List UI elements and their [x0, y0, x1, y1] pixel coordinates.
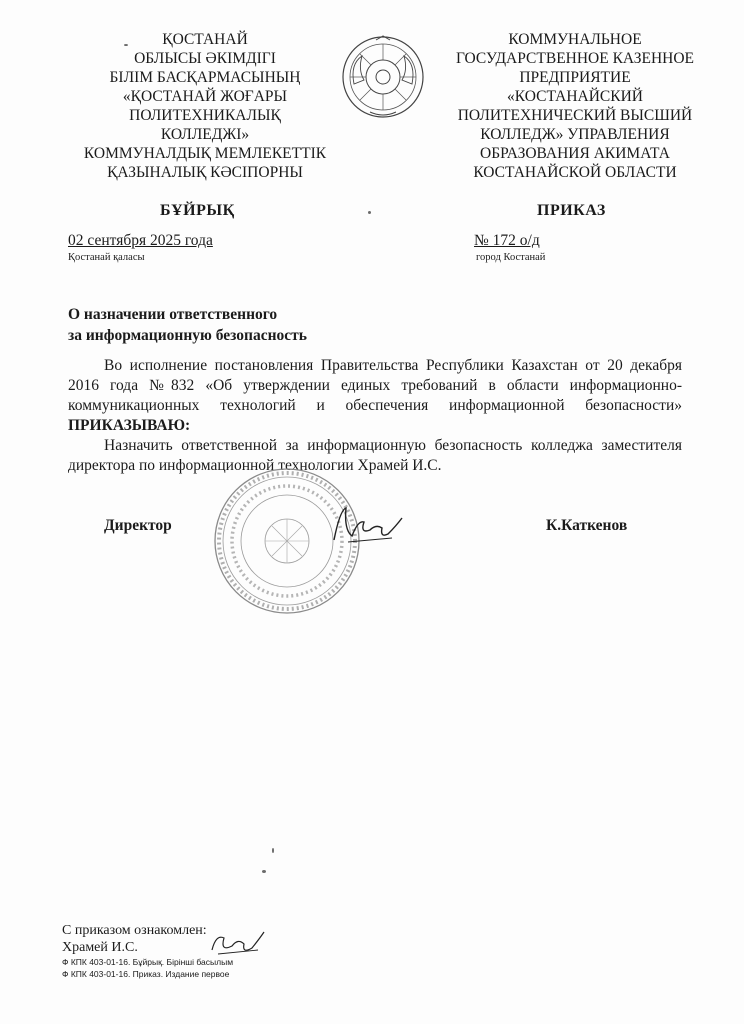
header-ru-line: ОБРАЗОВАНИЯ АКИМАТА: [480, 145, 670, 162]
header-kz-line: ҚОСТАНАЙ: [162, 31, 248, 48]
city-ru: город Костанай: [476, 252, 546, 263]
scan-speck: [124, 44, 128, 46]
header-kz: [60, 30, 350, 182]
header-ru-line: ПОЛИТЕХНИЧЕСКИЙ ВЫСШИЙ: [457, 107, 693, 124]
scan-speck: [272, 848, 274, 853]
body-paragraph: Назначить ответственной за информационную безопасность колледжа заместителя директора по информационной технологии Храмей И.С.: [68, 437, 682, 474]
header-kz-line: КОММУНАЛДЫҚ МЕМЛЕКЕТТІК: [83, 145, 327, 162]
director-signature: [330, 500, 410, 550]
body-text: Во исполнение постановления Правительства Республики Казахстан от 20 декабря 2016 года №832 «Об утверждении единых требований в области информационно-коммуникационных технологий и обеспечения информационной безопасности»: [68, 357, 682, 414]
header-kz-line: ҚАЗЫНАЛЫҚ КӘСІПОРНЫ: [107, 164, 303, 181]
header-ru-line: ГОСУДАРСТВЕННОЕ КАЗЕННОЕ: [455, 50, 695, 67]
subject-line: за информационную безопасность: [68, 327, 307, 344]
city-kz: Қостанай қаласы: [68, 252, 145, 263]
ack-label: С приказом ознакомлен:: [62, 923, 207, 938]
order-title-kz: БҰЙРЫҚ: [160, 202, 235, 219]
state-emblem-icon: [340, 34, 426, 120]
form-footer: [62, 956, 233, 980]
body-paragraph: [68, 356, 682, 436]
header-kz-line: «ҚОСТАНАЙ ЖОҒАРЫ: [122, 88, 288, 105]
order-directive: ПРИКАЗЫВАЮ:: [68, 417, 191, 434]
header-ru-line: ПРЕДПРИЯТИЕ: [519, 69, 631, 86]
order-number: № 172 о/д: [474, 232, 540, 249]
header-kz-line: БІЛІМ БАСҚАРМАСЫНЫҢ: [109, 69, 301, 86]
order-body: [68, 356, 682, 476]
subject-line: О назначении ответственного: [68, 306, 278, 323]
order-title-ru: ПРИКАЗ: [537, 202, 606, 219]
header-kz-line: КОЛЛЕДЖІ»: [160, 126, 250, 143]
order-subject: [68, 304, 307, 346]
ack-name: Храмей И.С.: [62, 940, 138, 955]
header-ru-line: «КОСТАНАЙСКИЙ: [507, 88, 643, 105]
header-kz-line: ПОЛИТЕХНИКАЛЫҚ: [129, 107, 281, 124]
header-ru-line: КОММУНАЛЬНОЕ: [508, 31, 642, 48]
acknowledgement: [62, 922, 207, 956]
scan-speck: [368, 211, 371, 214]
header-ru: [450, 30, 700, 182]
scan-speck: [262, 870, 266, 873]
header-ru-line: КОЛЛЕДЖ» УПРАВЛЕНИЯ: [480, 126, 670, 143]
header-ru-line: КОСТАНАЙСКОЙ ОБЛАСТИ: [473, 164, 677, 181]
signatory-name: К.Каткенов: [546, 517, 628, 534]
header-kz-line: ОБЛЫСЫ ӘКІМДІГІ: [134, 50, 276, 67]
footer-line: Ф КПК 403-01-16. Бұйрық. Бірінші басылым: [62, 957, 234, 967]
signatory-role: Директор: [104, 517, 172, 534]
footer-line: Ф КПК 403-01-16. Приказ. Издание первое: [62, 969, 230, 979]
order-date: 02 сентября 2025 года: [68, 232, 213, 249]
